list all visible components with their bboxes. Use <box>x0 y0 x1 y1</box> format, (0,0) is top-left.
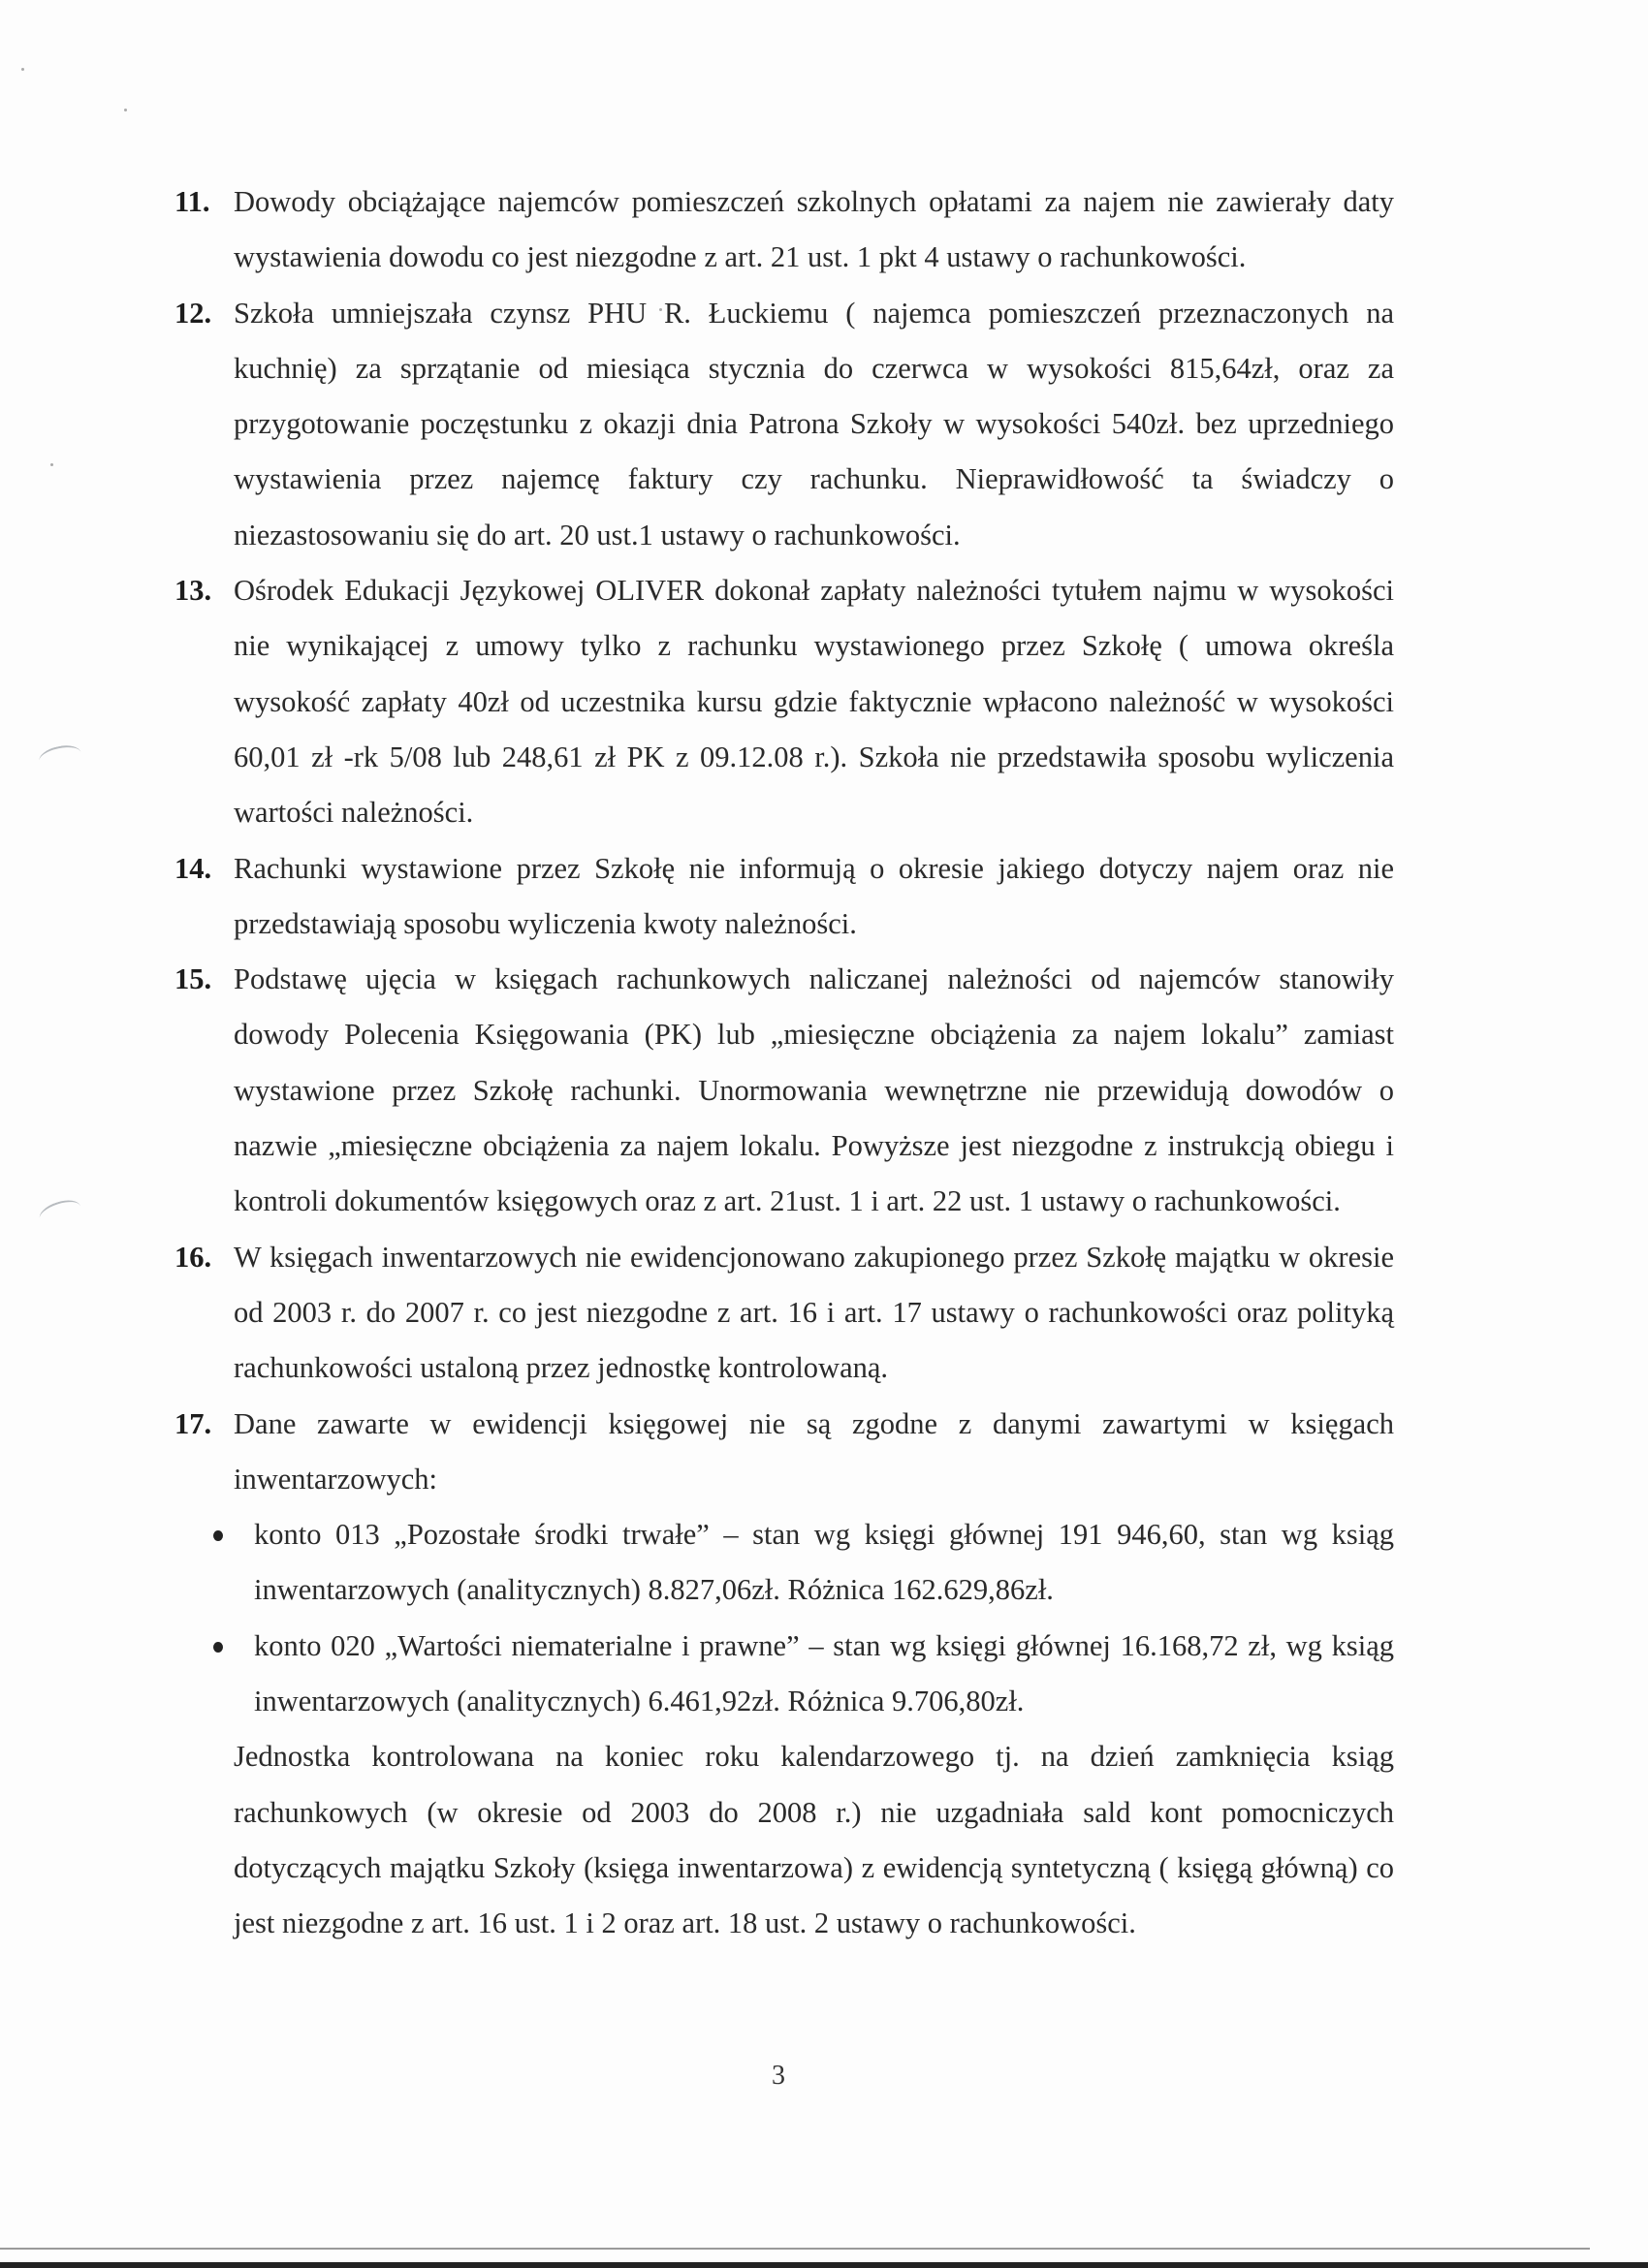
list-item-text: konto 020 „Wartości niematerialne i prawne” – stan wg księgi głównej 16.168,72 zł, wg ksiąg inwentarzowych (analitycznych) 6.461,92zł. Różnica 9.706,80zł. <box>254 1628 1394 1718</box>
item-text: Podstawę ujęcia w księgach rachunkowych naliczanej należności od najemców stanowiły dowody Polecenia Księgowania (PK) lub „miesięczne obciążenia za najem lokalu” zamiast wystawione przez Szkołę rachunki. Unormowania wewnętrzne nie przewidują dowodów o nazwie „miesięczne obciążenia za najem lokalu. Powyższe jest niezgodne z instrukcją obiegu i kontroli dokumentów księgowych oraz z art. 21ust. 1 i art. 22 ust. 1 ustawy o rachunkowości. <box>234 962 1394 1218</box>
page-number: 3 <box>772 2061 785 2091</box>
item-number: 16. <box>174 1240 212 1274</box>
finding-item <box>174 174 1394 286</box>
scan-edge-line <box>0 2248 1590 2250</box>
item-text: Dowody obciążające najemców pomieszczeń szkolnych opłatami za najem nie zawierały daty wystawienia dowodu co jest niezgodne z art. 21 ust. 1 pkt 4 ustawy o rachunkowości. <box>234 185 1394 274</box>
item-text: Szkoła umniejszała czynsz PHU R. Łuckiemu ( najemca pomieszczeń przeznaczonych na kuchnię) za sprzątanie od miesiąca stycznia do czerwca w wysokości 815,64zł, oraz za przygotowanie poczęstunku z okazji dnia Patrona Szkoły w wysokości 540zł. bez uprzedniego wystawienia przez najemcę faktury czy rachunku. Nieprawidłowość ta świadczy o niezastosowaniu się do art. 20 ust.1 ustawy o rachunkowości. <box>234 296 1394 551</box>
item-number: 13. <box>174 574 212 608</box>
finding-item <box>174 841 1394 953</box>
finding-item <box>174 1397 1394 1508</box>
closing-paragraph: Jednostka kontrolowana na koniec roku kalendarzowego tj. na dzień zamknięcia ksiąg rachunkowych (w okresie od 2003 do 2008 r.) nie uzgadniała sald kont pomocniczych dotyczących majątku Szkoły (księga inwentarzowa) z ewidencją syntetyczną ( księgą główną) co jest niezgodne z art. 16 ust. 1 i 2 oraz art. 18 ust. 2 ustawy o rachunkowości. <box>234 1740 1394 1940</box>
finding-item <box>174 1230 1394 1397</box>
item-number: 14. <box>174 851 212 885</box>
item-number: 17. <box>174 1406 212 1440</box>
item-number: 12. <box>174 296 212 330</box>
scan-speck <box>50 463 53 466</box>
punch-hole-mark <box>37 1196 84 1230</box>
document-body <box>174 174 1394 1952</box>
item-number: 15. <box>174 962 212 996</box>
item-text: Dane zawarte w ewidencji księgowej nie są zgodne z danymi zawartymi w księgach inwentarzowych: <box>234 1406 1394 1496</box>
scan-speck <box>124 109 127 111</box>
list-item-text: konto 013 „Pozostałe środki trwałe” – stan wg księgi głównej 191 946,60, stan wg ksiąg inwentarzowych (analitycznych) 8.827,06zł. Różnica 162.629,86zł. <box>254 1518 1394 1607</box>
scan-speck <box>21 68 24 71</box>
finding-item <box>174 286 1394 563</box>
list-item <box>213 1507 1394 1619</box>
item-text: W księgach inwentarzowych nie ewidencjonowano zakupionego przez Szkołę majątku w okresie od 2003 r. do 2007 r. co jest niezgodne z art. 16 i art. 17 ustawy o rachunkowości oraz polityką rachunkowości ustaloną przez jednostkę kontrolowaną. <box>234 1240 1394 1385</box>
punch-hole-mark <box>37 742 83 772</box>
account-discrepancy-list <box>174 1507 1394 1729</box>
bullet-icon <box>213 1530 223 1541</box>
finding-item <box>174 952 1394 1229</box>
finding-item <box>174 563 1394 840</box>
item-text: Ośrodek Edukacji Językowej OLIVER dokonał zapłaty należności tytułem najmu w wysokości nie wynikającej z umowy tylko z rachunku wystawionego przez Szkołę ( umowa określa wysokość zapłaty 40zł od uczestnika kursu gdzie faktycznie wpłacono należność w wysokości 60,01 zł -rk 5/08 lub 248,61 zł PK z 09.12.08 r.). Szkoła nie przedstawiła sposobu wyliczenia wartości należności. <box>234 574 1394 830</box>
item-number: 11. <box>174 185 210 218</box>
bullet-icon <box>213 1642 223 1653</box>
item-text: Rachunki wystawione przez Szkołę nie informują o okresie jakiego dotyczy najem oraz nie przedstawiają sposobu wyliczenia kwoty należności. <box>234 851 1394 940</box>
list-item <box>213 1619 1394 1730</box>
scan-bottom-edge <box>0 2262 1648 2268</box>
